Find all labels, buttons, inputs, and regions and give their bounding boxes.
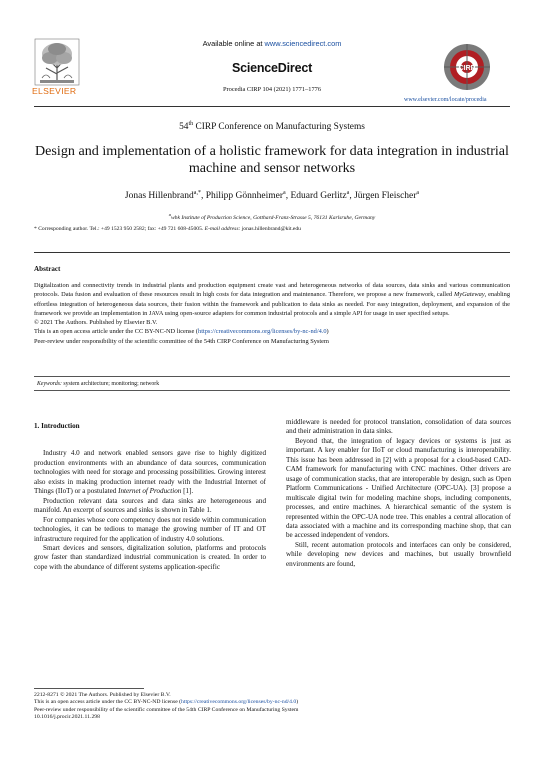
affiliation-text: wbk Institute of Production Science, Gotthard-Franz-Strasse 5, 76131 Karlsruhe, Germany xyxy=(170,214,376,221)
emphasis-text: Internet of Production xyxy=(118,487,182,496)
footer-license-prefix: This is an open access article under the CC BY-NC-ND license ( xyxy=(34,699,182,706)
framework-name: MyGateway xyxy=(453,291,485,299)
paper-title: Design and implementation of a holistic framework for data integration in industrial machine and sensor networks xyxy=(35,143,509,176)
footer-license-line xyxy=(34,699,514,706)
license-prefix: This is an open access article under the CC BY-NC-ND license ( xyxy=(34,328,199,336)
affiliation xyxy=(0,212,544,221)
section-heading: 1. Introduction xyxy=(34,422,80,430)
license-suffix: ) xyxy=(326,328,329,336)
paragraph: middleware is needed for protocol translation, consolidation of data sources and their administration in data sinks. xyxy=(286,418,511,436)
sciencedirect-link[interactable]: www.sciencedirect.com xyxy=(264,39,342,48)
issn-line: 2212-8271 © 2021 The Authors. Published by Elsevier B.V. xyxy=(34,692,171,698)
author-affiliation-mark: a xyxy=(283,190,286,196)
conference-ordinal: th xyxy=(188,121,194,127)
conference-title: CIRP Conference on Manufacturing Systems xyxy=(193,122,365,133)
paragraph: Smart devices and sensors, digitalization solution, platforms and protocols grow faster than standardized industrial communication is created. In order to cope with the abundance of different systems application-specific xyxy=(34,543,266,571)
doi[interactable]: 10.1016/j.procir.2021.11.298 xyxy=(34,713,100,720)
author-name: Eduard Gerlitz xyxy=(290,191,347,202)
license-line xyxy=(34,327,510,336)
paragraph: Still, recent automation protocols and interfaces can only be considered, while developing new devices and machines, but usually brownfield environments are found, xyxy=(286,540,511,568)
footer-license-suffix: ) xyxy=(296,699,299,706)
journal-citation: Procedia CIRP 104 (2021) 1771–1776 xyxy=(222,86,322,93)
sciencedirect-brand: ScienceDirect xyxy=(231,61,313,75)
paragraph: Beyond that, the integration of legacy devices or systems is just as important. A key enabler for IIoT or cloud manufacturing is interoperability. This issue has been addressed in [2] with a proposal for a cloud-based CAD-CAM framework for manufacturing with CNC machines. Other drivers are usage of communication stacks, that are interoperable by design, such as Open Platform Communications - Unified Architecture (OPC-UA). [3] propose a multiscale digital twin for modeling machine shops, including components, processes, and entire machines. A hierarchical semantic of the system is represented within the OPC-UA node tree. This enables a central allocation of data associated with a machine and its corresponding machine shop, that can be accessed independent of vendors. xyxy=(286,436,511,540)
conference-number: 54 xyxy=(179,122,189,133)
cirp-logo-text: CIRP xyxy=(458,65,476,72)
copyright-line: © 2021 The Authors. Published by Elsevier B.V. xyxy=(34,319,158,327)
footer-notes xyxy=(34,692,514,721)
left-column xyxy=(34,422,266,572)
author-name: Jonas Hillenbrand xyxy=(124,191,194,202)
license-link[interactable]: https://creativecommons.org/licenses/by-nc-nd/4.0 xyxy=(198,328,327,336)
footnote-divider xyxy=(34,688,144,689)
corresponding-author-note xyxy=(34,226,301,232)
keywords-bottom-divider xyxy=(34,390,510,391)
keywords-label: Keywords: xyxy=(37,381,62,387)
peer-review-line: Peer-review under responsibility of the scientific committee of the 54th CIRP Conference on Manufacturing System xyxy=(34,337,329,345)
abstract-text-part: Digitalization and connectivity trends in industrial plants and production equipment create vast and heterogeneous networks of data sources, data sinks and various communication protocols. Data fusion and evaluation of these resources result in high costs for data integration and maintenance. Therefore, we propose a new framework, called xyxy=(34,282,510,299)
paragraph-text: Industry 4.0 and network enabled sensors gave rise to highly digitized production environments with an abundance of data sources, communication technologies with need for storage and processing possibilities. Growing interest also exists in making production internet ready with the Industrial Internet of Things (IIoT) or a postulated xyxy=(34,449,266,496)
header-divider xyxy=(34,106,510,107)
available-prefix: Available online at xyxy=(202,39,265,48)
author-affiliation-mark: a,* xyxy=(193,190,201,196)
keywords-top-divider xyxy=(34,376,510,377)
paragraph: For companies whose core competency does not reside within communication technologies, it can be tedious to manage the growing number of IT and OT infrastructure required for the application of industry 4.0 solutions. xyxy=(34,515,266,543)
keywords xyxy=(37,381,159,387)
affiliation-mark: a xyxy=(168,212,171,217)
corresponding-contact: * Corresponding author. Tel.: +49 1523 950 2582; fax: +49 721 608-45005. xyxy=(34,226,205,232)
abstract-heading: Abstract xyxy=(34,265,61,273)
paragraph-text: [1]. xyxy=(181,487,194,496)
email-label: E-mail address: xyxy=(204,226,241,232)
author-affiliation-mark: a xyxy=(346,190,350,196)
right-column xyxy=(286,418,511,569)
cirp-logo xyxy=(442,42,492,92)
conference-name xyxy=(0,121,544,132)
author-email[interactable]: jonas.hillenbrand@kit.edu xyxy=(240,226,301,232)
journal-homepage-link[interactable]: www.elsevier.com/locate/procedia xyxy=(404,97,487,103)
footer-license-link[interactable]: https://creativecommons.org/licenses/by-nc-nd/4.0 xyxy=(181,699,297,706)
paragraph: Production relevant data sources and data sinks are heterogeneous and manifold. An excerpt of sources and sinks is shown in Table 1. xyxy=(34,496,266,515)
footer-peer-review: Peer-review under responsibility of the scientific committee of the 54th CIRP Conference on Manufacturing System xyxy=(34,706,299,713)
abstract-paragraph xyxy=(34,281,510,318)
paragraph xyxy=(34,449,266,496)
abstract-text-part: , enabling effortless integration of heterogeneous data sources, their fusion within the framework and publication to data sinks as needed. For easy integration, deployment, and expansion of the framework we provide an implementation in JAVA using open-source adapters for common industrial protocols and a simple API for usage in user specified setups. xyxy=(34,291,510,317)
abstract-top-divider xyxy=(34,252,510,253)
elsevier-wordmark: ELSEVIER xyxy=(32,86,77,96)
author-list: Jonas Hillenbrand$^{a,*}$, Philipp Gönnheimer$^a$, Eduard Gerlitz$^a$, Jürgen Fleischer$^a$ xyxy=(124,190,420,202)
author-affiliation-mark: a xyxy=(416,190,420,196)
abstract-body xyxy=(34,281,510,346)
author-name: Philipp Gönnheimer xyxy=(205,191,284,202)
author-name: Jürgen Fleischer xyxy=(354,191,417,202)
keywords-value: system architecture; monitoring; network xyxy=(61,381,160,387)
